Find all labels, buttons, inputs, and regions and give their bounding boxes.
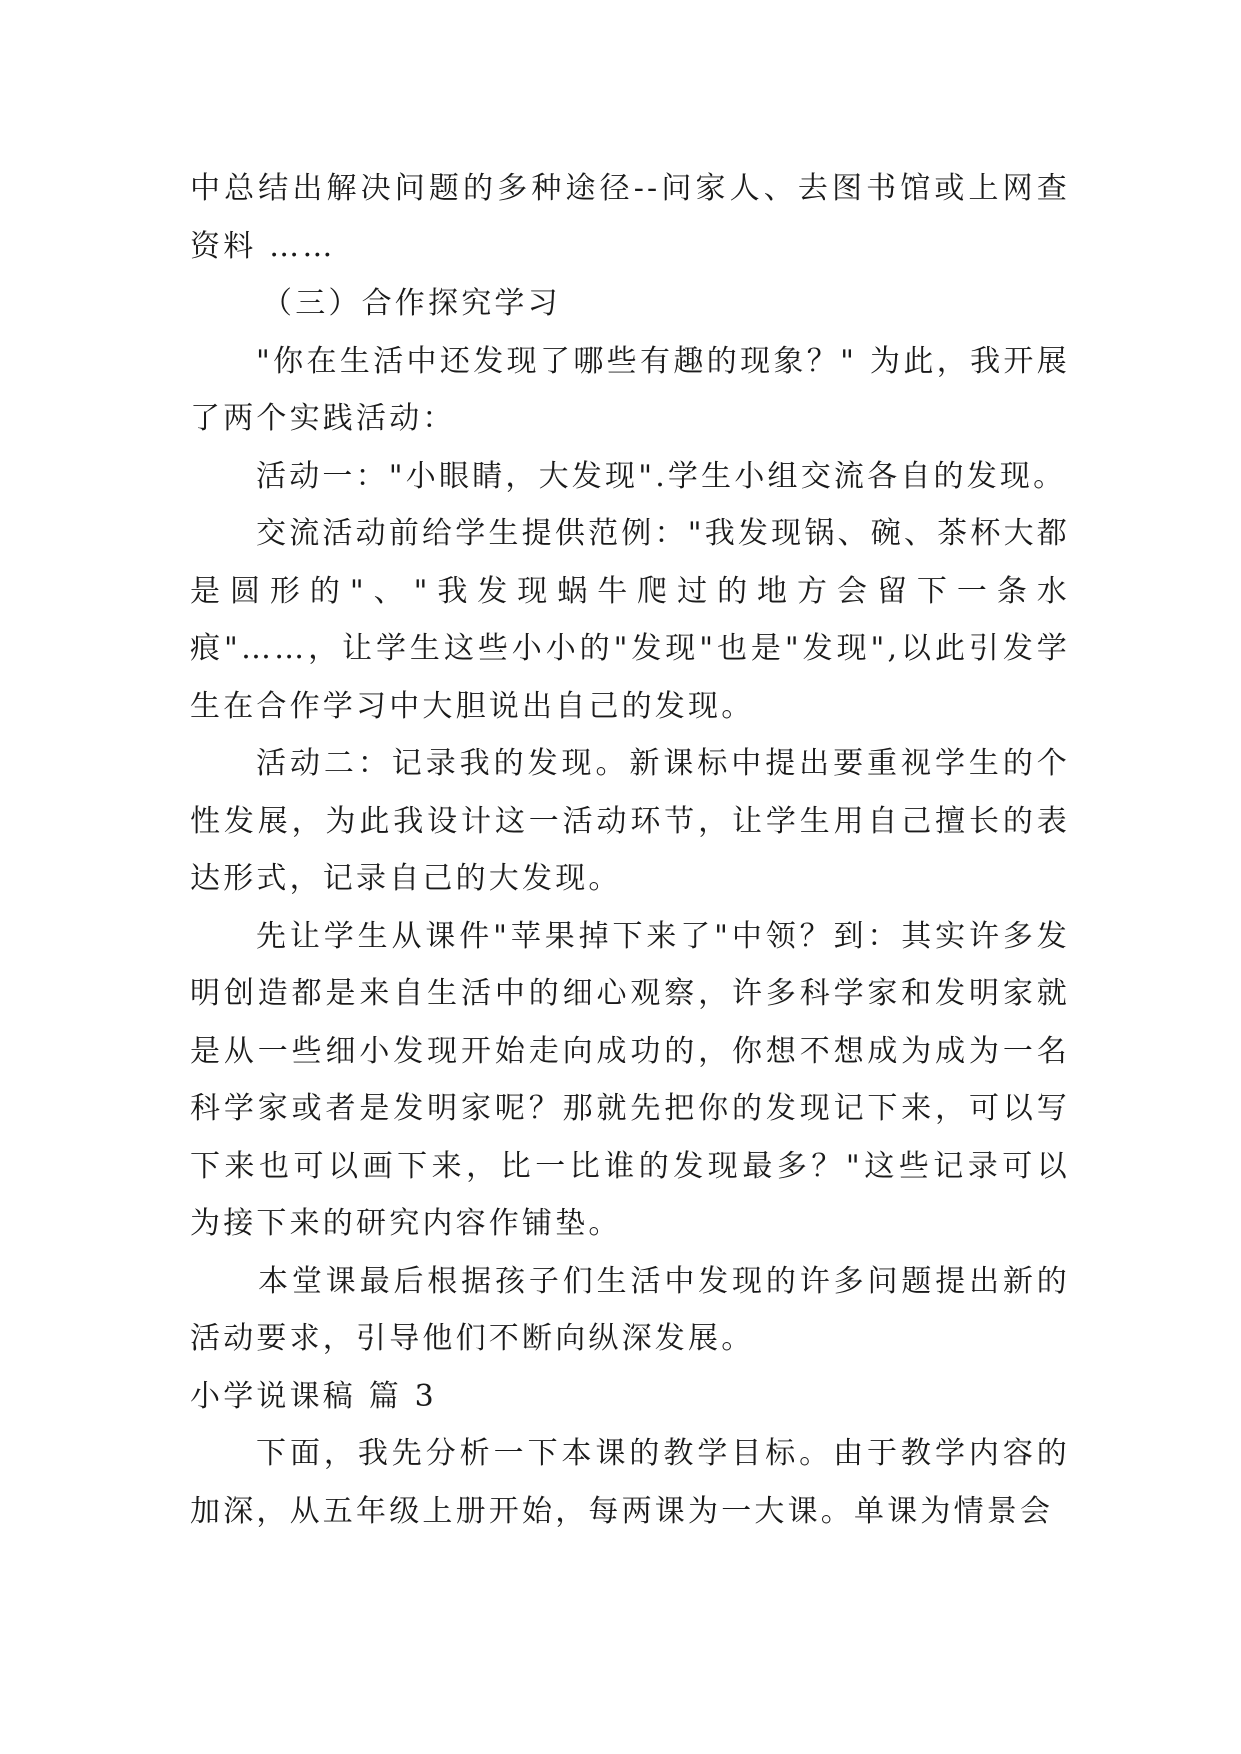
paragraph-activity-two: 活动二：记录我的发现。新课标中提出要重视学生的个性发展，为此我设计这一活动环节，让学生用自己擅长的表达形式，记录自己的大发现。	[190, 746, 1070, 896]
paragraph-conclusion: 本堂课最后根据孩子们生活中发现的许多问题提出新的活动要求，引导他们不断向纵深发展。	[190, 1263, 1070, 1356]
document-body	[190, 160, 1070, 1540]
section-heading-cooperative-inquiry: （三）合作探究学习	[262, 286, 561, 321]
paragraph-teaching-goals: 下面，我先分析一下本课的教学目标。由于教学内容的加深，从五年级上册开始，每两课为一大课。单课为情景会	[190, 1436, 1070, 1529]
section-title-part-3: 小学说课稿 篇 3	[190, 1378, 437, 1414]
paragraph-examples: 交流活动前给学生提供范例："我发现锅、碗、茶杯大都是圆形的"、"我发现蜗牛爬过的地方会留下一条水痕"……，让学生这些小小的"发现"也是"发现",以此引发学生在合作学习中大胆说出自己的发现。	[190, 516, 1070, 724]
paragraph-continuation: 中总结出解决问题的多种途径--问家人、去图书馆或上网查资料 ……	[190, 171, 1070, 264]
paragraph-question: "你在生活中还发现了哪些有趣的现象？" 为此，我开展了两个实践活动：	[190, 343, 1070, 436]
paragraph-activity-one: 活动一："小眼睛，大发现".学生小组交流各自的发现。	[256, 458, 1067, 494]
paragraph-courseware: 先让学生从课件"苹果掉下来了"中领？到：其实许多发明创造都是来自生活中的细心观察，许多科学家和发明家就是从一些细小发现开始走向成功的，你想不想成为成为一名科学家或者是发明家呢？那就先把你的发现记下来，可以写下来也可以画下来，比一比谁的发现最多？"这些记录可以为接下来的研究内容作铺垫。	[190, 918, 1070, 1241]
